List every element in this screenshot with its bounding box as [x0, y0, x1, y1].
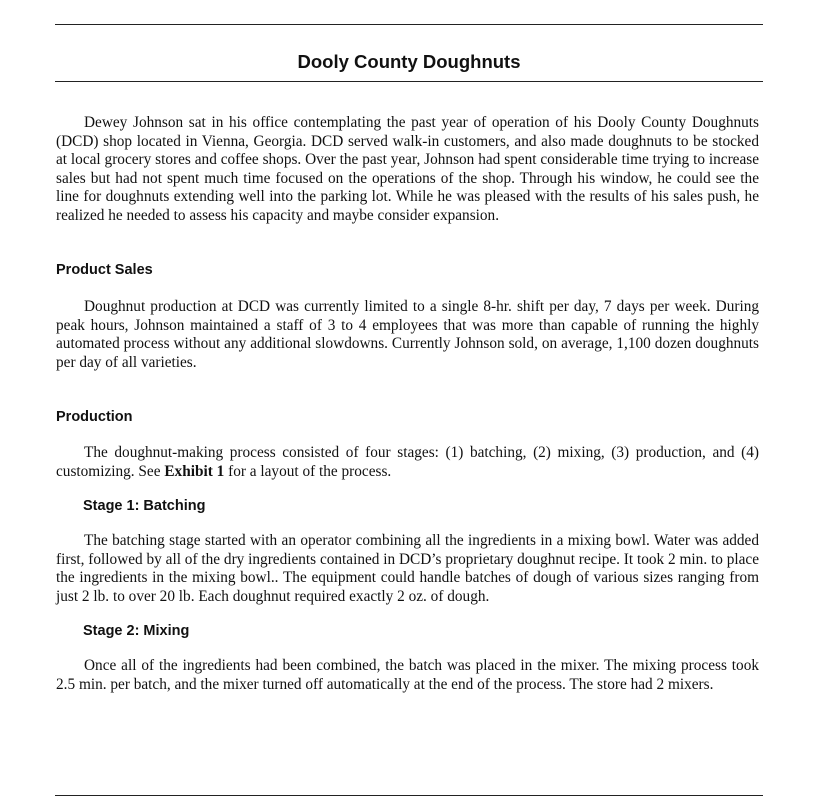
mixing-stage-heading: Stage 2: Mixing — [83, 623, 190, 639]
document-title: Dooly County Doughnuts — [297, 51, 521, 73]
product-sales-paragraph: Doughnut production at DCD was currently limited to a single 8-hr. shift per day, 7 days per week. During peak hours, Johnson maintained a staff of 3 to 4 employees that was more than capable of running the highly automated process without any additional slowdowns. Currently Johnson sold, on average, 1,100 dozen doughnuts per day of all varieties. — [56, 298, 759, 371]
production-paragraph-text-before: The doughnut-making process consisted of four stages: (1) batching, (2) mixing, (3) production, and (4) customizing. See — [56, 444, 759, 480]
mixing-stage-paragraph: Once all of the ingredients had been combined, the batch was placed in the mixer. The mixing process took 2.5 min. per batch, and the mixer turned off automatically at the end of the process. The store had 2 mixers. — [56, 657, 759, 693]
bottom-rule — [55, 795, 763, 796]
exhibit-reference: Exhibit 1 — [164, 462, 225, 480]
intro-paragraph: Dewey Johnson sat in his office contemplating the past year of operation of his Dooly County Doughnuts (DCD) shop located in Vienna, Georgia. DCD served walk-in customers, and also made doughnuts to be stocked at local grocery stores and coffee shops. Over the past year, Johnson had spent considerable time trying to increase sales but had not spent much time focused on the operations of the shop. Through his window, he could see the line for doughnuts extending well into the parking lot. While he was pleased with the results of his sales push, he realized he needed to assess his capacity and maybe consider expansion. — [56, 114, 759, 224]
batching-stage-paragraph: The batching stage started with an operator combining all the ingredients in a mixing bowl. Water was added first, followed by all of the dry ingredients contained in DCD’s proprietary doughnut recipe. It took 2 min. to place the ingredients in the mixing bowl.. The equipment could handle batches of dough of various sizes ranging from just 2 lb. to over 20 lb. Each doughnut required exactly 2 oz. of dough. — [56, 532, 759, 605]
production-paragraph — [56, 444, 759, 481]
batching-stage-heading: Stage 1: Batching — [83, 498, 206, 514]
title-bottom-rule — [55, 81, 763, 82]
top-rule — [55, 24, 763, 25]
production-heading: Production — [56, 409, 133, 425]
production-paragraph-text-after: for a layout of the process. — [224, 462, 392, 480]
product-sales-heading: Product Sales — [56, 262, 153, 278]
